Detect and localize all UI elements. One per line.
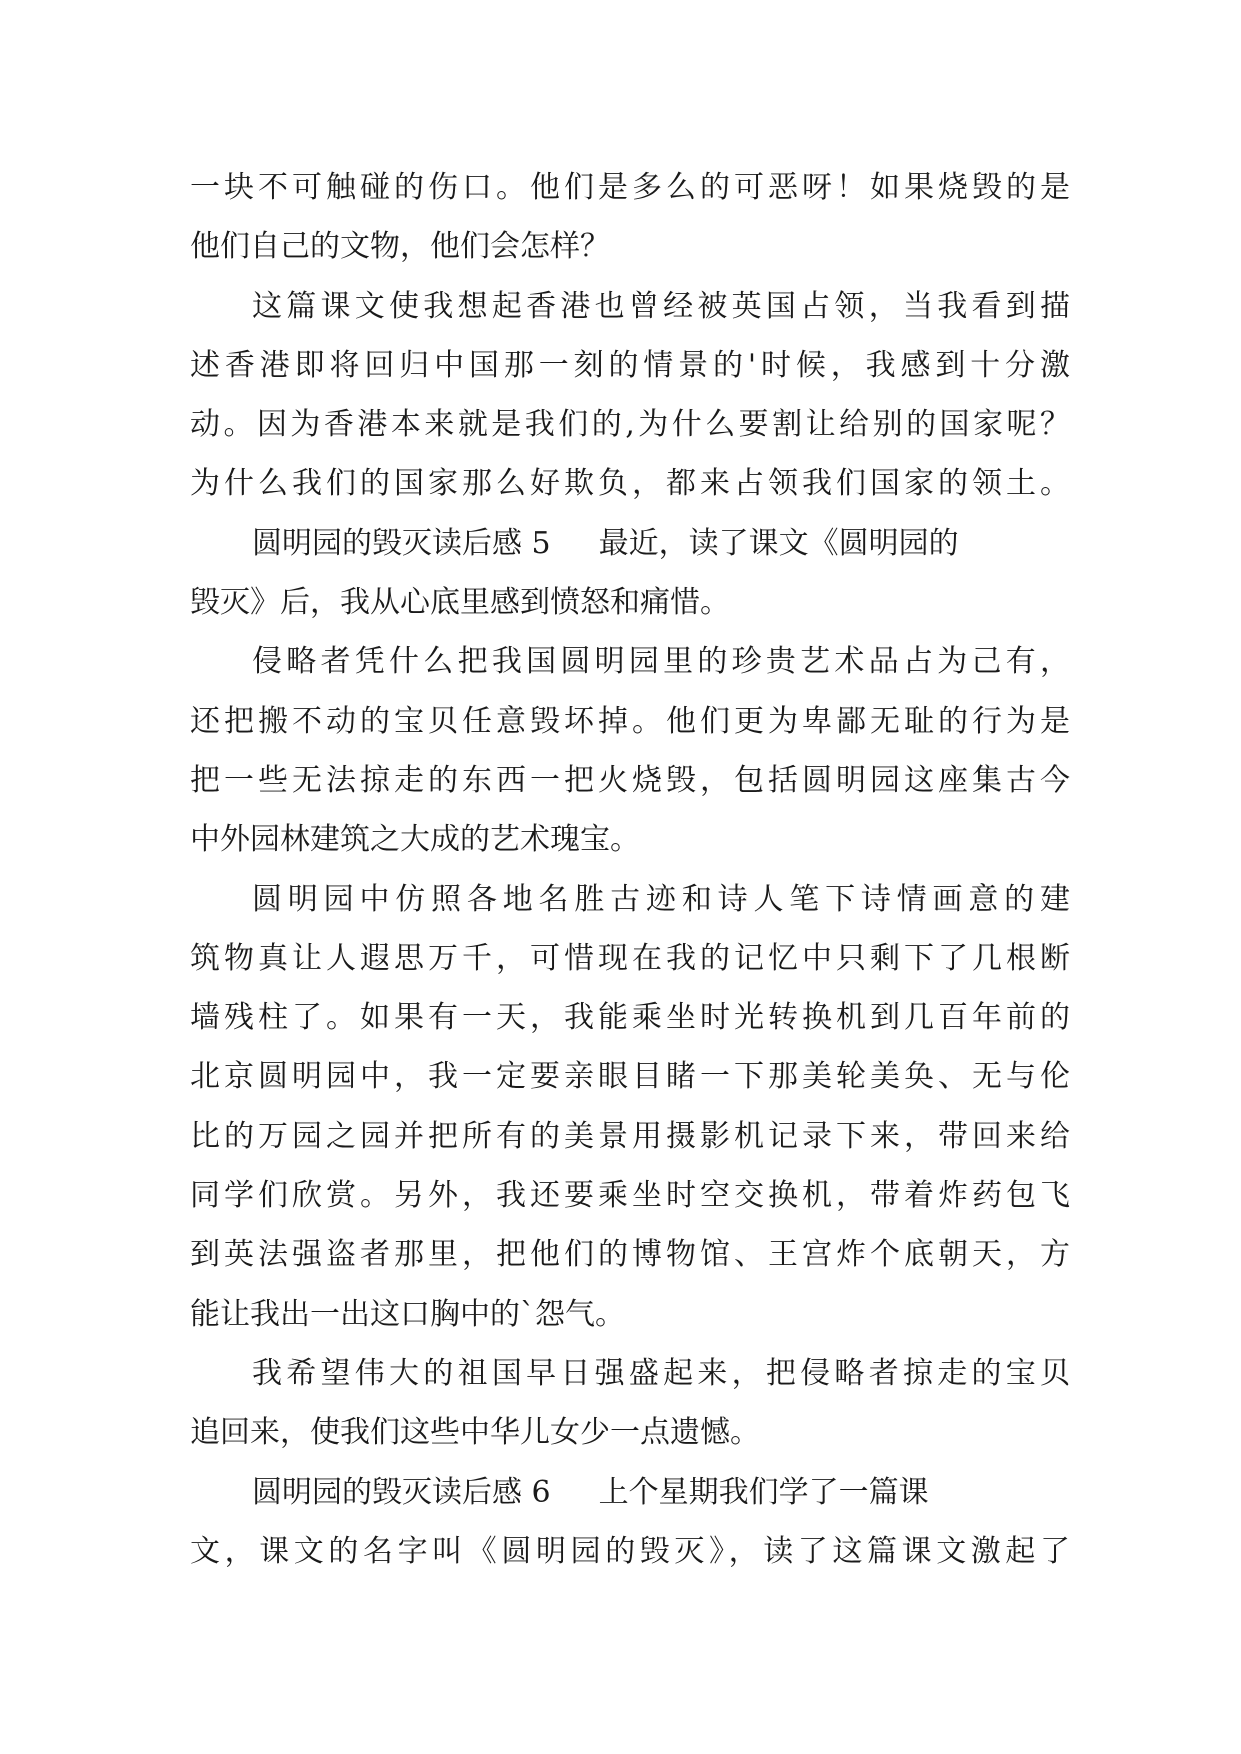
section-heading: 圆明园的毁灭读后感 5 [252, 525, 551, 561]
section-heading-line [190, 1463, 1070, 1522]
text-line: 追回来，使我们这些中华儿女少一点遗憾。 [190, 1415, 760, 1451]
text-line: 圆明园中仿照各地名胜古迹和诗人笔下诗情画意的建 [252, 881, 1070, 917]
text-line: 同学们欣赏。另外，我还要乘坐时空交换机，带着炸药包飞 [190, 1178, 1070, 1214]
text-line: 墙残柱了。如果有一天，我能乘坐时光转换机到几百年前的 [190, 1000, 1070, 1036]
text-line: 文，课文的名字叫《圆明园的毁灭》，读了这篇课文激起了 [190, 1533, 1070, 1569]
text-line: 北京圆明园中，我一定要亲眼目睹一下那美轮美奂、无与伦 [190, 1059, 1070, 1095]
text-line: 我希望伟大的祖国早日强盛起来，把侵略者掠走的宝贝 [252, 1355, 1070, 1391]
section-heading-line [190, 514, 1070, 573]
text-line: 一块不可触碰的伤口。他们是多么的可恶呀！如果烧毁的是 [190, 170, 1070, 205]
text-line: 中外园林建筑之大成的艺术瑰宝。 [190, 822, 640, 858]
paragraph-start: 最近，读了课文《圆明园的 [598, 525, 959, 561]
section-heading: 圆明园的毁灭读后感 6 [252, 1474, 551, 1510]
text-line: 他们自己的文物，他们会怎样？ [190, 229, 610, 265]
paragraph-start: 上个星期我们学了一篇课 [598, 1474, 929, 1510]
text-line: 能让我出一出这口胸中的`怨气。 [190, 1296, 625, 1332]
text-line: 比的万园之园并把所有的美景用摄影机记录下来，带回来给 [190, 1118, 1070, 1154]
text-line: 还把搬不动的宝贝任意毁坏掉。他们更为卑鄙无耻的行为是 [190, 703, 1070, 739]
text-line: 筑物真让人遐思万千，可惜现在我的记忆中只剩下了几根断 [190, 940, 1070, 976]
document-body [190, 158, 1070, 1581]
text-line: 动。因为香港本来就是我们的,为什么要割让给别的国家呢？ [190, 407, 1070, 443]
text-line: 侵略者凭什么把我国圆明园里的珍贵艺术品占为己有， [252, 644, 1070, 680]
text-line: 把一些无法掠走的东西一把火烧毁，包括圆明园这座集古今 [190, 762, 1070, 798]
text-line: 为什么我们的国家那么好欺负，都来占领我们国家的领土。 [190, 466, 1070, 502]
text-line: 述香港即将回归中国那一刻的情景的'时候，我感到十分激 [190, 347, 1070, 383]
text-line: 毁灭》后，我从心底里感到愤怒和痛惜。 [190, 585, 730, 621]
text-line: 这篇课文使我想起香港也曾经被英国占领，当我看到描 [252, 288, 1070, 324]
text-line: 到英法强盗者那里，把他们的博物馆、王宫炸个底朝天，方 [190, 1237, 1070, 1273]
